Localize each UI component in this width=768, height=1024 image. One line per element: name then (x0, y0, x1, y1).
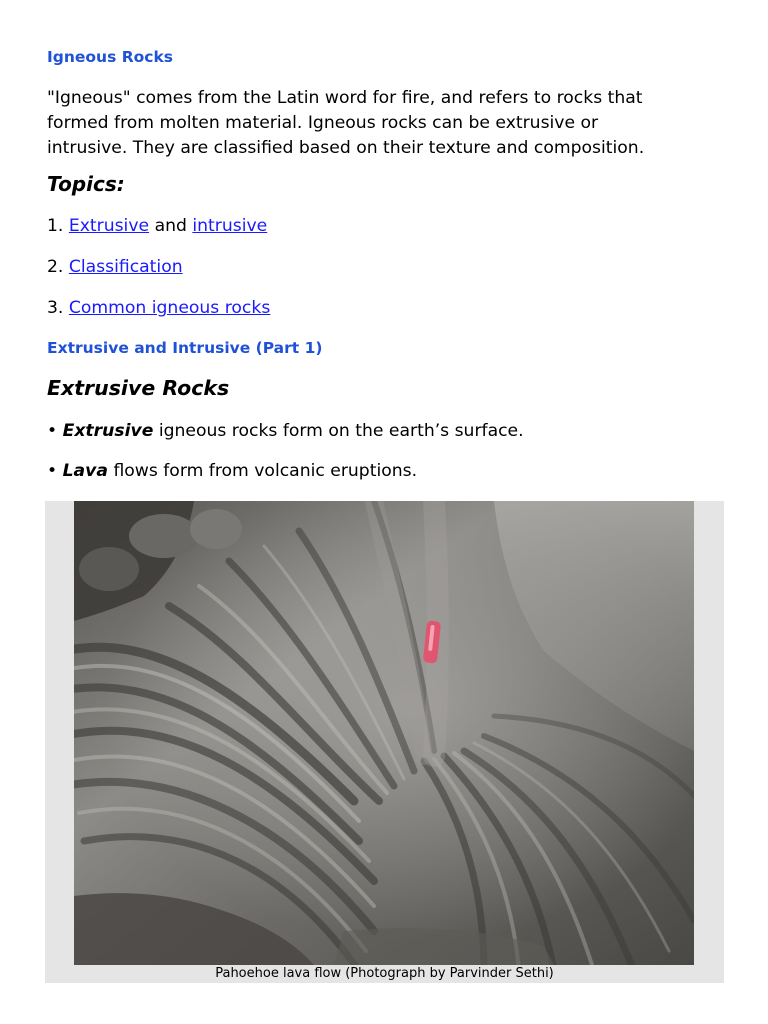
bullet-icon: • (47, 421, 58, 441)
bullet-term: Extrusive (62, 421, 154, 441)
section-heading: Extrusive and Intrusive (Part 1) (47, 339, 323, 357)
topic-item (47, 297, 270, 319)
bullet-item (47, 460, 417, 482)
topic-number: 3. (47, 298, 64, 318)
figure (45, 501, 724, 983)
classification-link[interactable]: Classification (68, 257, 183, 277)
common-igneous-rocks-link[interactable]: Common igneous rocks (68, 298, 271, 318)
intro-paragraph: "Igneous" comes from the Latin word for fire, and refers to rocks that formed from molten material. Igneous rocks can be extrusive or intrusive. They are classified based on their texture and composition. (47, 88, 645, 158)
bullet-item (47, 420, 524, 442)
topic-number: 2. (47, 257, 64, 277)
bullet-text: flows form from volcanic eruptions. (113, 461, 418, 481)
page-title: Igneous Rocks (47, 48, 174, 66)
lava-flow-photo (74, 501, 694, 965)
bullet-text: igneous rocks form on the earth’s surface. (158, 421, 524, 441)
intrusive-link[interactable]: intrusive (192, 216, 268, 236)
bullet-icon: • (47, 461, 58, 481)
section-subheading: Extrusive Rocks (47, 376, 230, 400)
figure-caption: Pahoehoe lava flow (Photograph by Parvinder Sethi) (215, 966, 554, 981)
topic-connector: and (154, 216, 187, 236)
topic-item (47, 215, 267, 237)
topics-heading: Topics: (47, 172, 125, 196)
topic-item (47, 256, 183, 278)
topic-number: 1. (47, 216, 64, 236)
bullet-term: Lava (62, 461, 108, 481)
extrusive-link[interactable]: Extrusive (68, 216, 150, 236)
